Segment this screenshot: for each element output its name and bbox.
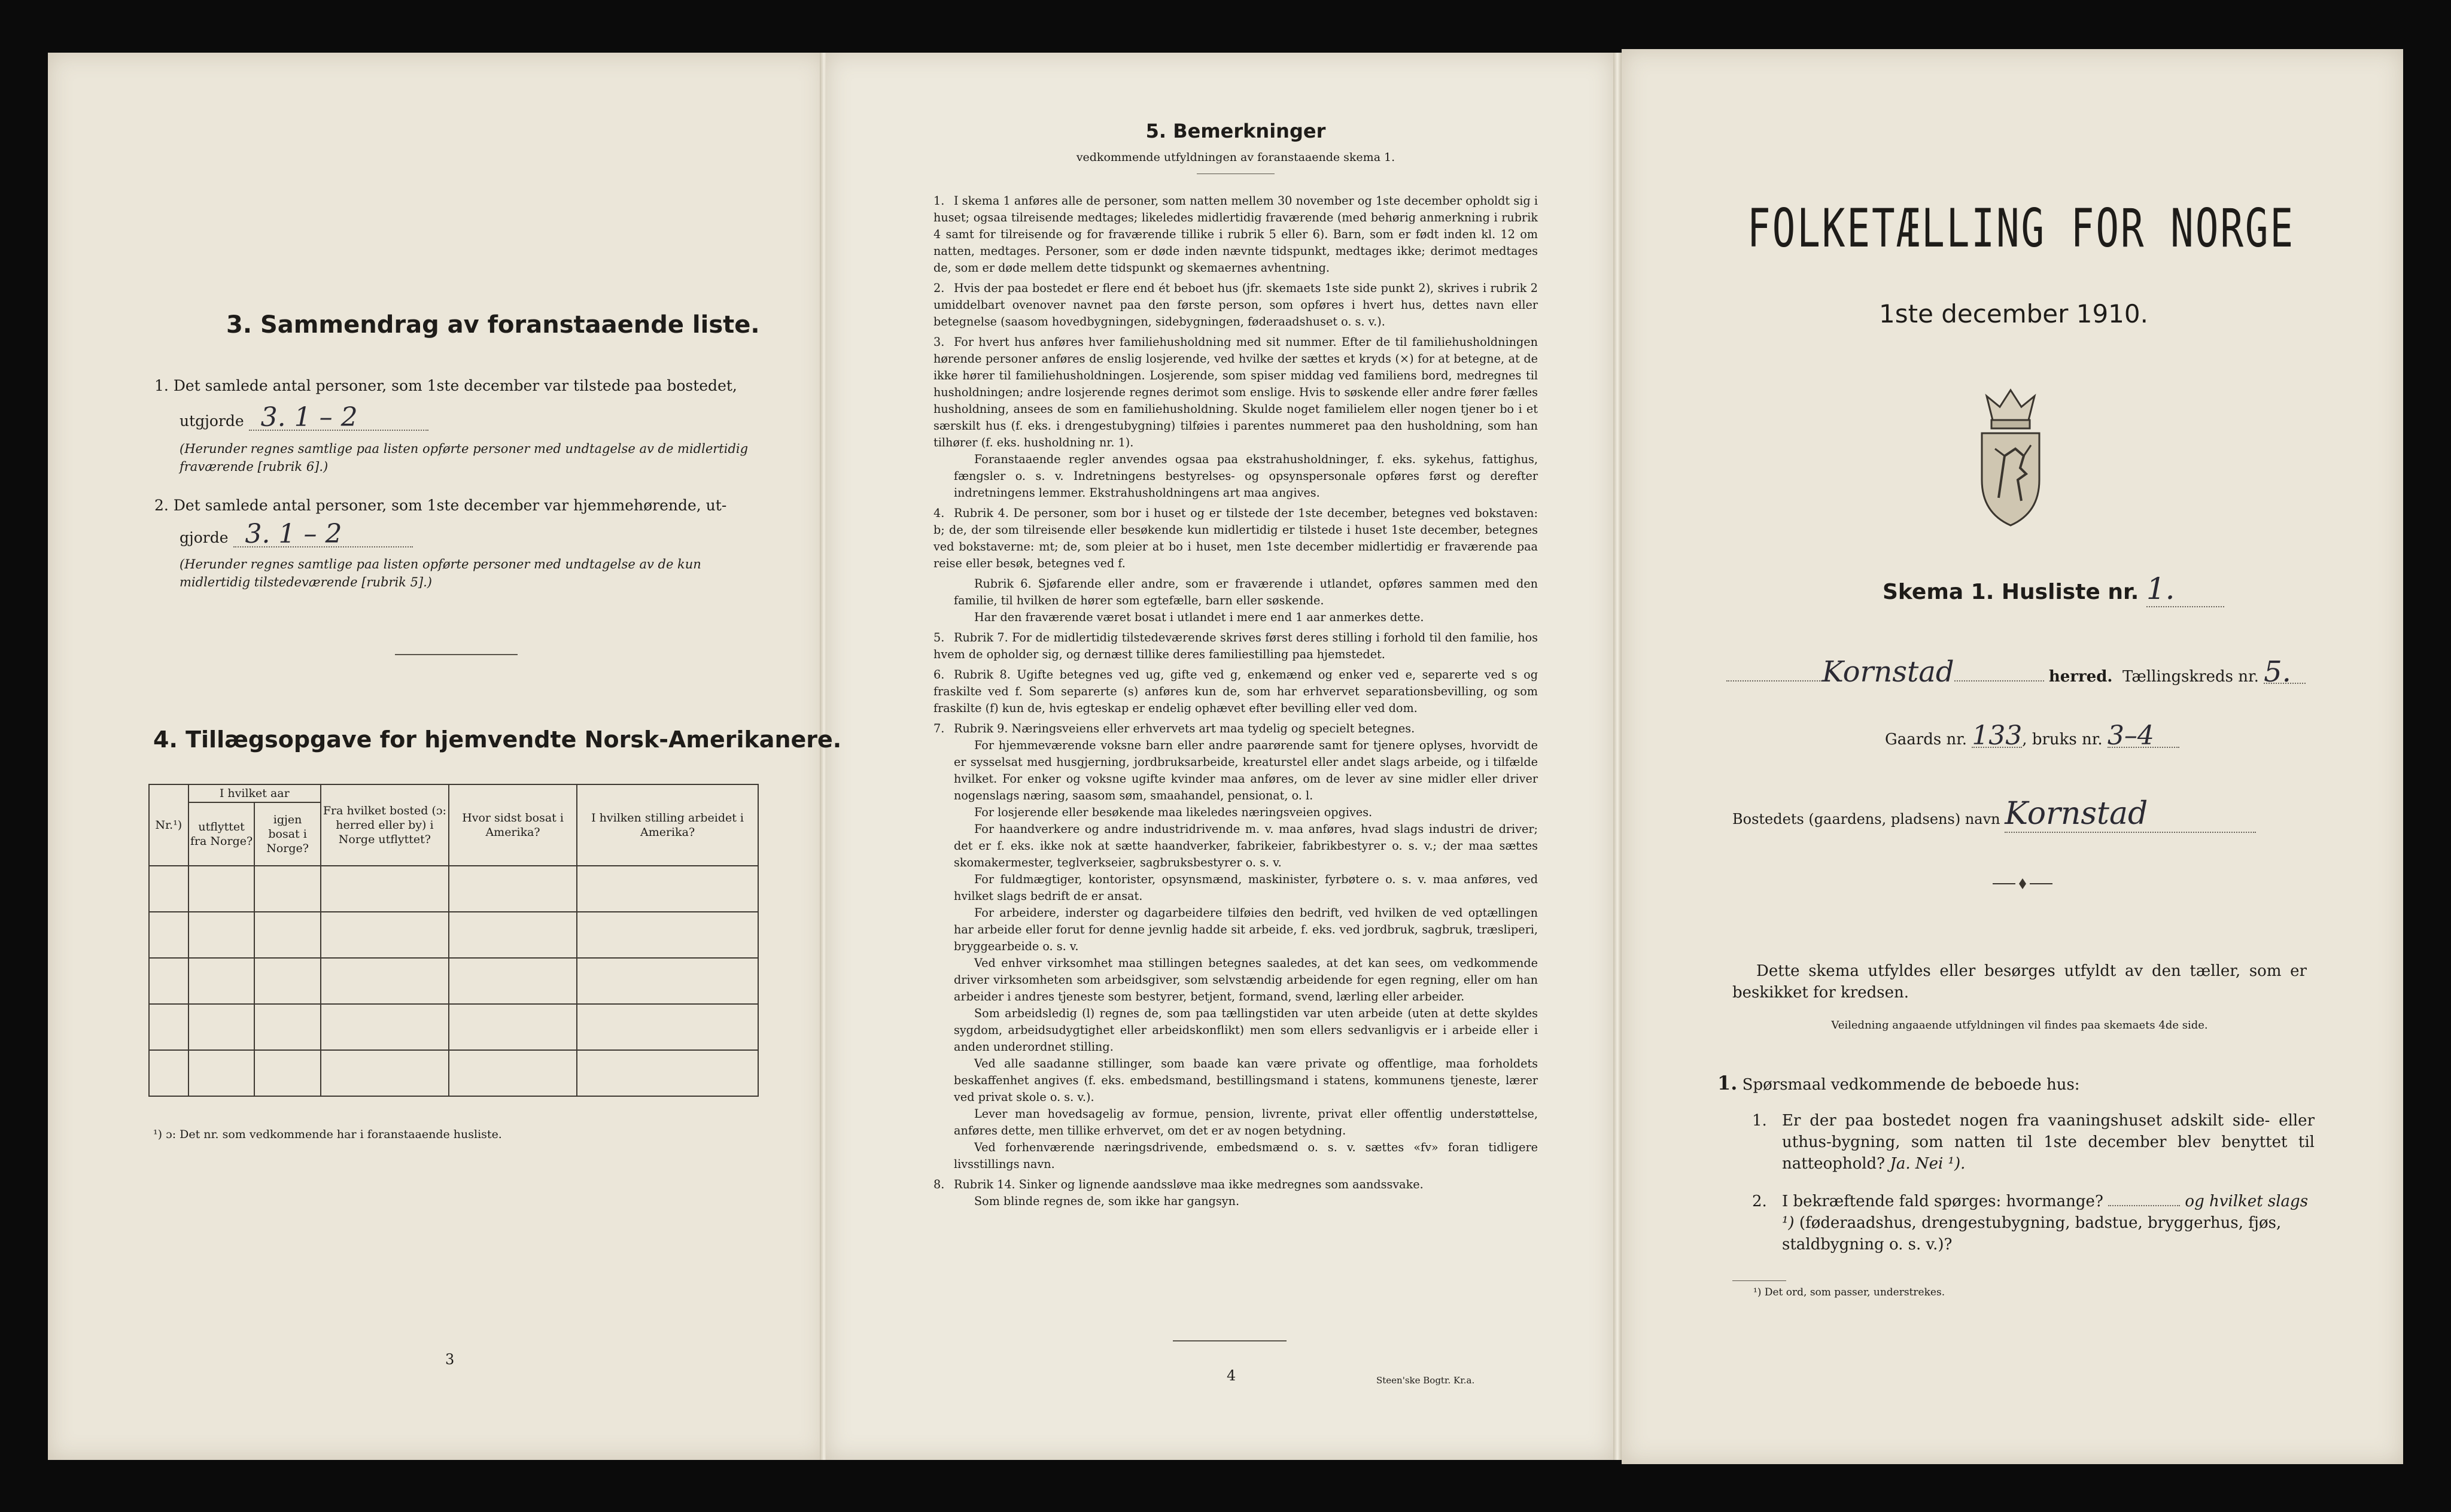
- note-7j: Ved forhenværende næringsdrivende, embedsmænd o. s. v. sættes «fv» foran tidligere livsstillings navn.: [954, 1140, 1538, 1171]
- table-row: [149, 958, 758, 1004]
- left-page: [48, 53, 826, 1460]
- item1-utgjorde: [180, 402, 428, 433]
- table-row: [149, 1004, 758, 1050]
- husliste-number: 1.: [2146, 571, 2224, 607]
- col-stilling: I hvilken stilling arbeidet i Amerika?: [577, 784, 758, 866]
- col-nr: Nr.¹): [149, 784, 188, 866]
- ornament-icon: [1993, 877, 2052, 890]
- item1: [154, 374, 759, 398]
- mid-title: 5. Bemerkninger: [1145, 120, 1326, 142]
- note-7: 7. Rubrik 9. Næringsveiens eller erhvervets art maa tydelig og specielt betegnes.: [933, 722, 1415, 735]
- instructions-2: Veiledning angaaende utfyldningen vil findes paa skemaets 4de side.: [1831, 1019, 2208, 1032]
- item2-text: Det samlede antal personer, som 1ste december var hjemmehørende, ut-: [173, 497, 727, 514]
- gaards-line: Gaards nr. 133, bruks nr. 3–4: [1885, 725, 2179, 750]
- question-heading: [1717, 1072, 2316, 1096]
- herred-value: Kornstad: [1822, 655, 1954, 689]
- note-7a: For hjemmeværende voksne barn eller andre paarørende samt for tjenere oplyses, hvorvidt de er sysselsat med husgjerning, jordbruksarbeide, kreaturstel eller andet slags arbeide, og i tilfælde hvilket. For enker og voksne ugifte kvinder maa anføres, om de lever av sine midler eller driver nogenslags næring, saasom søm, smaahandel, pensionat, o. l.: [954, 738, 1538, 802]
- item1-text: Det samlede antal personer, som 1ste december var tilstede paa bostedet,: [173, 377, 737, 394]
- note-3b: Foranstaaende regler anvendes ogsaa paa ekstrahusholdninger, f. eks. sykehus, fattighus, fængsler o. s. v. Indretningens bestyrelses- og opsynspersonale opføres først og derefter indretningens lemmer. Ekstrahusholdningens art maa angives.: [954, 452, 1538, 500]
- question-2: [1752, 1191, 2315, 1255]
- note-7b: For losjerende eller besøkende maa likeledes næringsveien opgives.: [974, 805, 1373, 819]
- coat-of-arms-icon: [1969, 378, 2052, 528]
- note-8: 8. Rubrik 14. Sinker og lignende aandssløve maa ikke medregnes som aandssvake.: [933, 1178, 1424, 1191]
- bosted-value: Kornstad: [2005, 796, 2256, 833]
- q1-num: 1.: [1752, 1112, 1767, 1130]
- col-group: I hvilket aar: [188, 784, 321, 802]
- note-4c: Har den fraværende været bosat i utlandet i mere end 1 aar anmerkes dette.: [974, 610, 1424, 624]
- col-hvor: Hvor sidst bosat i Amerika?: [449, 784, 577, 866]
- table-row: [149, 912, 758, 958]
- note-7d: For fuldmægtiger, kontorister, opsynsmænd, maskinister, fyrbøtere o. s. v. maa anføres, ved hvilket slags bedrift de er ansat.: [954, 872, 1538, 903]
- bruks-label: bruks nr.: [2032, 731, 2103, 749]
- item1-note: (Herunder regnes samtlige paa listen opførte personer med undtagelse av de midlertidig fraværende [rubrik 6].): [180, 442, 749, 474]
- note-7g: Som arbeidsledig (l) regnes de, som paa tællingstiden var uten arbeide (uten at dette skyldes sygdom, arbeidsudygtighet eller arbeidskonflikt) men som ellers sedvanligvis er i arbeide eller i anden underordnet stilling.: [954, 1006, 1538, 1054]
- q1-answer: Ja. Nei ¹).: [1890, 1155, 1966, 1173]
- q2-hvormange: I bekræftende fald spørges: hvormange?: [1782, 1192, 2103, 1210]
- section4-title: 4. Tillægsopgave for hjemvendte Norsk-Amerikanere.: [153, 726, 842, 753]
- gaards-label: Gaards nr.: [1885, 731, 1968, 749]
- item1-num: 1.: [154, 377, 169, 394]
- left-divider: [395, 654, 518, 655]
- item2-num: 2.: [154, 497, 169, 514]
- mid-subtitle: vedkommende utfyldningen av foranstaaende skema 1.: [1076, 151, 1395, 164]
- item1-utgjorde-label: utgjorde: [180, 412, 244, 430]
- table-row: [149, 1050, 758, 1096]
- kreds-value: 5.: [2264, 661, 2306, 684]
- census-title: FOLKETÆLLING FOR NORGE: [1747, 197, 2295, 259]
- note-3: 3. For hvert hus anføres hver familiehusholdning med sit nummer. Efter de til familiehusholdningen hørende personer anføres de enslig losjerende, ved hvilke der sættes et kryds (×) for at betegne, at de ikke hører til familiehusholdningen. Losjerende, som spiser middag ved familiens bord, medregnes til husholdningen; andre losjerende regnes derimot som enslige. Hvis to søskende eller andre fører fælles husholdning, ansees de som en familiehusholdning. Skulde noget familielem eller nogen tjener bo i et særskilt hus (f. eks. i drengestubygning) tilføies i parentes nummeret paa den husholdning, som han tilhører (f. eks. husholdning nr. 1).: [933, 335, 1538, 449]
- note-8b: Som blinde regnes de, som ikke har gangsyn.: [974, 1194, 1240, 1208]
- note-7f: Ved enhver virksomhet maa stillingen betegnes saaledes, at det kan sees, om vedkommende driver virksomheten som arbeidsgiver, som selvstændig arbeidende for egen regning, eller om han arbeider i andres tjeneste som bestyrer, betjent, formand, svend, lærling eller arbeider.: [954, 956, 1538, 1003]
- question-1: [1752, 1110, 2315, 1175]
- bosted-line: [1732, 796, 2256, 833]
- q2-num: 2.: [1752, 1192, 1767, 1210]
- note-7c: For haandverkere og andre industridrivende m. v. maa anføres, hvad slags industri de driver; det er f. eks. ikke nok at sætte haandverker, fabrikeier, fabrikbestyrer o. s. v.; der maa sættes skomakermester, teglverkseier, sagbruksbestyrer o. s. v.: [954, 822, 1538, 869]
- note-5: 5. Rubrik 7. For de midlertidig tilstedeværende skrives først deres stilling i forhold til den familie, hos hvem de opholder sig, og dernæst tillike deres familiestilling paa hjemstedet.: [933, 631, 1538, 661]
- q2-examples: (føderaadshus, drengestubygning, badstue, bryggerhus, fjøs, staldbygning o. s. v.)?: [1782, 1214, 2282, 1254]
- col-utflyttet: utflyttet fra Norge?: [188, 802, 255, 866]
- gaards-value: 133: [1972, 720, 2023, 751]
- col-igjen: igjen bosat i Norge?: [254, 802, 320, 866]
- q1-text: Er der paa bostedet nogen fra vaaningshuset adskilt side- eller uthus-bygning, som natten til 1ste december blev benyttet til natteophold?: [1782, 1112, 2315, 1173]
- census-date: 1ste december 1910.: [1879, 299, 2148, 328]
- instructions-1: Dette skema utfyldes eller besørges utfyldt av den tæller, som er beskikket for kredsen.: [1732, 962, 2307, 1002]
- col-fra: Fra hvilket bosted (ɔ: herred eller by) i Norge utflyttet?: [321, 784, 449, 866]
- section3-title: 3. Sammendrag av foranstaaende liste.: [226, 311, 760, 339]
- note-7h: Ved alle saadanne stillinger, som baade kan være private og offentlige, maa forholdets beskaffenhet angives (f. eks. embedsmand, bestillingsmand i statens, kommunens tjeneste, lærer ved privat skole o. s. v.).: [954, 1057, 1538, 1104]
- bemerkninger-text: [933, 193, 1538, 1210]
- herred-line: [1726, 655, 2349, 689]
- note-7i: Lever man hovedsagelig av formue, pension, livrente, privat eller offentlig understøttelse, anføres dette, men tillike erhvervet, om det er av nogen betydning.: [954, 1107, 1538, 1137]
- table-row: [149, 866, 758, 912]
- item2: [154, 494, 759, 518]
- note-7e: For arbeidere, inderster og dagarbeidere tilføies den bedrift, ved hvilken de ved optællingen har arbeide eller forut for denne jevnlig hadde sit arbeide, f. eks. ved jordbruk, sagbruk, træsliperi, bryggearbeide o. s. v.: [954, 906, 1538, 953]
- q2-hvilket: og hvilket slags ¹): [1782, 1192, 2309, 1232]
- right-footnote: ¹) Det ord, som passer, understrekes.: [1753, 1286, 1945, 1298]
- skema-line: [1883, 571, 2224, 607]
- item2-note: (Herunder regnes samtlige paa listen opførte personer med undtagelse av de kun midlertidig tilstedeværende [rubrik 5].): [180, 557, 701, 589]
- item1-value: 3. 1 – 2: [249, 406, 428, 431]
- bruks-value: 3–4: [2108, 725, 2179, 748]
- item2-utgjorde: [180, 519, 413, 550]
- norsk-amerikaner-table: [148, 784, 759, 1097]
- printer-note: Steen'ske Bogtr. Kr.a.: [1376, 1375, 1475, 1386]
- note-4b: Rubrik 6. Sjøfarende eller andre, som er fraværende i utlandet, opføres sammen med den familie, til hvilken de hører som egtefælle, barn eller søskende.: [954, 577, 1538, 607]
- note-2: 2. Hvis der paa bostedet er flere end ét beboet hus (jfr. skemaets 1ste side punkt 2), skrives i rubrik 2 umiddelbart ovenover navnet paa den første person, som opføres i hvert hus, dettes navn eller betegnelse (saasom hovedbygningen, sidebygningen, føderaadshuset o. s. v.).: [933, 281, 1538, 328]
- left-page-number: 3: [445, 1351, 455, 1368]
- note-6: 6. Rubrik 8. Ugifte betegnes ved ug, gifte ved g, enkemænd og enker ved e, separerte ved s og fraskilte ved f. Som separerte (s) anføres kun de, som har erhvervet separationsbevilling, og som fraskilte (f) kun de, hvis egteskap er endelig ophævet efter bevilling eller ved dom.: [933, 668, 1538, 715]
- mid-bottom-rule: [1173, 1340, 1287, 1341]
- skema-label: Skema 1. Husliste nr.: [1883, 580, 2139, 604]
- note-4: 4. Rubrik 4. De personer, som bor i huset og er tilstede der 1ste december, betegnes ved bokstaven: b; de, der som tilreisende eller besøkende kun midlertidig er tilstede i huset 1ste december, betegnes ved bokstaverne: mt; de, som pleier at bo i huset, men 1ste december midlertidig er fraværende paa reise eller besøk, betegnes ved f.: [933, 506, 1538, 570]
- kreds-label: Tællingskreds nr.: [2122, 668, 2259, 686]
- mid-page-number: 4: [1227, 1367, 1236, 1384]
- right-footnote-rule: [1732, 1280, 1786, 1281]
- question-heading-text: Spørsmaal vedkommende de beboede hus:: [1742, 1076, 2080, 1094]
- note-1: 1. I skema 1 anføres alle de personer, som natten mellem 30 november og 1ste december opholdt sig i huset; ogsaa tilreisende medtages; likeledes midlertidig fraværende (med behørig anmerkning i rubrik 4 samt for tilreisende og for fraværende tillike i rubrik 5 eller 6). Barn, som er født inden kl. 12 om natten, medtages. Personer, som er døde inden nævnte tidspunkt, medtages ikke; derimot medtages de, som er døde mellem dette tidspunkt og skemaernes avhentning.: [933, 194, 1538, 275]
- question-heading-num: 1.: [1717, 1072, 1738, 1094]
- herred-label: herred.: [2048, 668, 2113, 686]
- bosted-label: Bostedets (gaardens, pladsens) navn: [1732, 811, 2000, 828]
- fold-right: [1613, 53, 1622, 1460]
- left-footnote: ¹) ɔ: Det nr. som vedkommende har i foranstaaende husliste.: [153, 1128, 502, 1141]
- item2-value: 3. 1 – 2: [233, 522, 413, 547]
- item2-utgjorde-label: gjorde: [180, 529, 229, 546]
